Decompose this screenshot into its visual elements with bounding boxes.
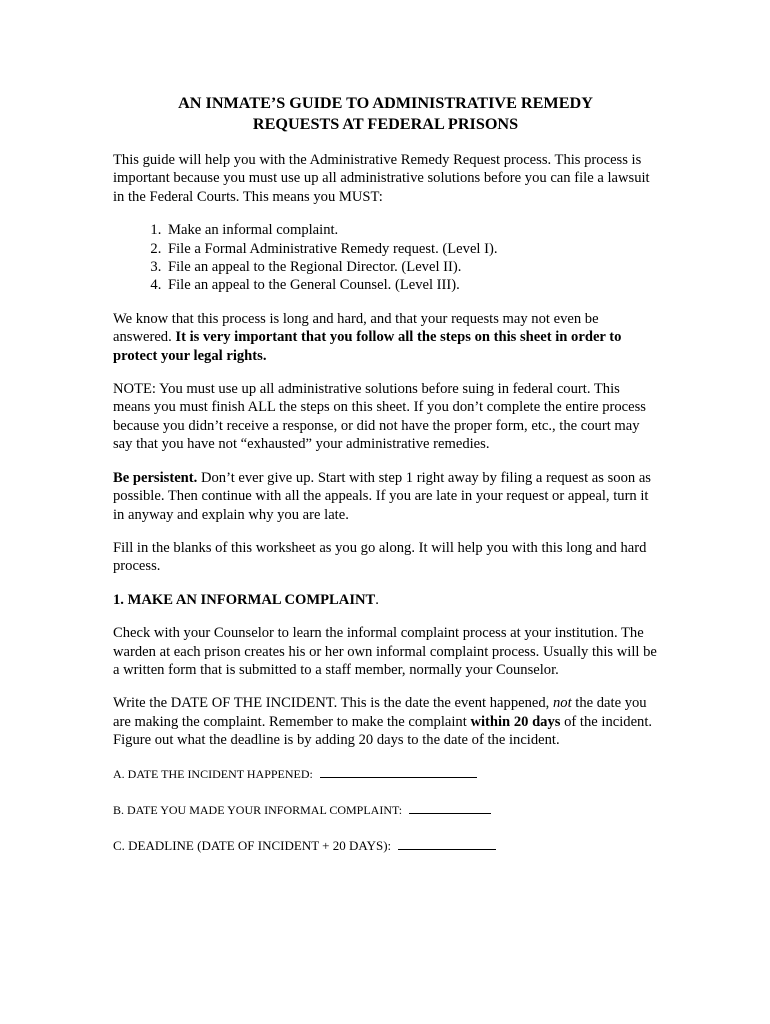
field-complaint-date-label: B. DATE YOU MADE YOUR INFORMAL COMPLAINT:: [113, 802, 403, 817]
step-item: 4. File an appeal to the General Counsel. (Level III).: [165, 276, 658, 294]
incident-date-text-2: the date you are making the complaint. Remember to make the complaint: [113, 695, 647, 730]
title-line-1: AN INMATE’S GUIDE TO ADMINISTRATIVE REMEDY: [178, 94, 593, 112]
incident-date-bold: within 20 days: [470, 713, 561, 730]
document-title: [113, 93, 658, 135]
incident-date-blank[interactable]: [320, 765, 477, 778]
field-deadline: [113, 837, 658, 855]
section-1-heading-text: 1. MAKE AN INFORMAL COMPLAINT: [113, 591, 376, 608]
incident-date-paragraph: [113, 694, 658, 749]
counselor-paragraph: Check with your Counselor to learn the informal complaint process at your institution. The warden at each prison creates his or her own informal complaint process. Usually this will be a written form that is submitted to a staff member, normally your Counselor.: [113, 625, 657, 678]
field-incident-date-label: A. DATE THE INCIDENT HAPPENED:: [113, 766, 313, 781]
document-page: [113, 93, 658, 873]
incident-date-text-1: Write the DATE OF THE INCIDENT. This is the date the event happened,: [113, 695, 553, 712]
process-emphasis: It is very important that you follow all the steps on this sheet in order to protect your legal rights.: [113, 329, 622, 364]
deadline-blank[interactable]: [398, 837, 496, 850]
intro-paragraph: This guide will help you with the Administrative Remedy Request process. This process is important because you must use up all administrative solutions before you can file a lawsuit in the Federal Courts. This means you MUST:: [113, 152, 650, 205]
persistent-paragraph: [113, 469, 658, 524]
title-line-2: REQUESTS AT FEDERAL PRISONS: [252, 115, 519, 133]
note-paragraph: NOTE: You must use up all administrative solutions before suing in federal court. This means you must finish ALL the steps on this sheet. If you don’t complete the entire process because you didn’t receive a response, or did not have the proper form, etc., the court may say that you have not “exhausted” your administrative remedies.: [113, 381, 646, 453]
incident-date-italic: not: [552, 695, 572, 712]
complaint-date-blank[interactable]: [409, 801, 491, 814]
persistent-emphasis: Be persistent.: [113, 469, 198, 486]
persistent-text: Don’t ever give up. Start with step 1 right away by filing a request as soon as possible. Then continue with all the appeals. If you are late in your request or appeal, turn it in anyway and explain why you are late.: [113, 469, 651, 523]
process-text: We know that this process is long and hard, and that your requests may not even be answered.: [113, 310, 599, 346]
section-1-heading: [113, 591, 658, 609]
section-1-heading-period: .: [375, 591, 379, 608]
fill-in-paragraph: Fill in the blanks of this worksheet as you go along. It will help you with this long and hard process.: [113, 539, 647, 575]
field-incident-date: [113, 765, 658, 783]
incident-date-text-3: of the incident. Figure out what the deadline is by adding 20 days to the date of the incident.: [113, 713, 653, 749]
field-deadline-label: C. DEADLINE (DATE OF INCIDENT + 20 DAYS):: [113, 837, 392, 853]
field-complaint-date: [113, 801, 658, 819]
step-item: 1. Make an informal complaint.: [165, 221, 658, 239]
step-item: 2. File a Formal Administrative Remedy request. (Level I).: [165, 240, 658, 258]
step-item: 3. File an appeal to the Regional Director. (Level II).: [165, 258, 658, 276]
process-paragraph: [113, 310, 658, 365]
steps-list: [113, 221, 658, 295]
